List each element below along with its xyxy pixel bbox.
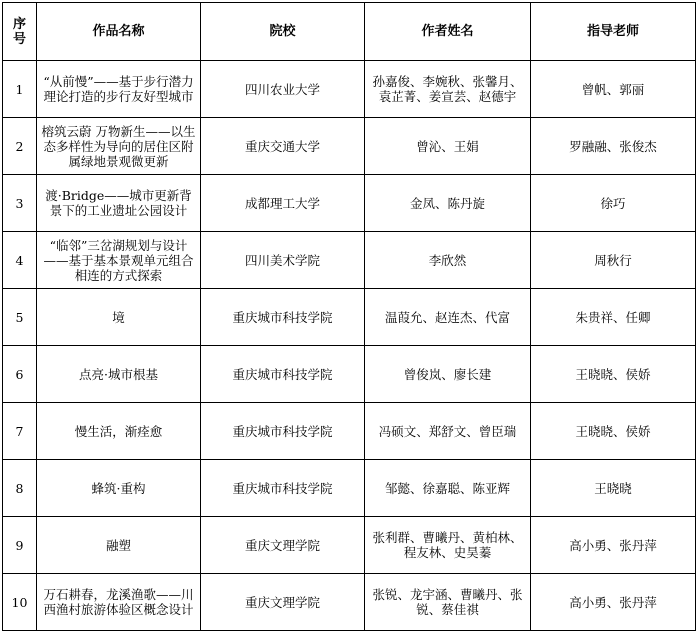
cell-school: 重庆交通大学 (201, 118, 365, 175)
cell-school: 重庆文理学院 (201, 517, 365, 574)
table-row (3, 61, 696, 118)
cell-authors: 曾沁、王娟 (365, 118, 531, 175)
header-title: 作品名称 (37, 3, 201, 61)
header-school: 院校 (201, 3, 365, 61)
table-row (3, 403, 696, 460)
cell-advisor: 周秋行 (531, 232, 696, 289)
cell-advisor: 朱贵祥、任卿 (531, 289, 696, 346)
cell-advisor: 曾帆、郭丽 (531, 61, 696, 118)
header-no: 序号 (3, 3, 37, 61)
table-row (3, 232, 696, 289)
cell-school: 重庆城市科技学院 (201, 460, 365, 517)
cell-authors: 曾俊岚、廖长建 (365, 346, 531, 403)
header-authors: 作者姓名 (365, 3, 531, 61)
cell-title: 蜂筑·重构 (37, 460, 201, 517)
cell-authors: 邹懿、徐嘉聪、陈亚辉 (365, 460, 531, 517)
cell-title: 渡·Bridge——城市更新背景下的工业遗址公园设计 (37, 175, 201, 232)
cell-school: 重庆文理学院 (201, 574, 365, 631)
cell-title: “临邻”三岔湖规划与设计——基于基本景观单元组合相连的方式探索 (37, 232, 201, 289)
table-row (3, 175, 696, 232)
table-row (3, 346, 696, 403)
header-advisor: 指导老师 (531, 3, 696, 61)
cell-advisor: 高小勇、张丹萍 (531, 517, 696, 574)
cell-title: 点亮·城市根基 (37, 346, 201, 403)
cell-school: 四川农业大学 (201, 61, 365, 118)
cell-title: 万石耕春，龙溪渔歌——川西渔村旅游体验区概念设计 (37, 574, 201, 631)
table-row (3, 517, 696, 574)
cell-school: 四川美术学院 (201, 232, 365, 289)
cell-advisor: 王晓晓 (531, 460, 696, 517)
header-row (3, 3, 696, 61)
table-row (3, 574, 696, 631)
cell-authors: 金凤、陈丹旋 (365, 175, 531, 232)
cell-advisor: 徐巧 (531, 175, 696, 232)
cell-school: 重庆城市科技学院 (201, 289, 365, 346)
table-row (3, 460, 696, 517)
cell-no: 2 (3, 118, 37, 175)
cell-advisor: 王晓晓、侯娇 (531, 403, 696, 460)
cell-no: 10 (3, 574, 37, 631)
cell-no: 7 (3, 403, 37, 460)
cell-advisor: 王晓晓、侯娇 (531, 346, 696, 403)
cell-school: 成都理工大学 (201, 175, 365, 232)
table-row (3, 289, 696, 346)
cell-school: 重庆城市科技学院 (201, 403, 365, 460)
cell-advisor: 高小勇、张丹萍 (531, 574, 696, 631)
cell-authors: 孙嘉俊、李婉秋、张馨月、袁芷菁、姜宣芸、赵德宇 (365, 61, 531, 118)
cell-no: 5 (3, 289, 37, 346)
cell-no: 4 (3, 232, 37, 289)
cell-no: 8 (3, 460, 37, 517)
cell-advisor: 罗融融、张俊杰 (531, 118, 696, 175)
cell-title: 境 (37, 289, 201, 346)
cell-authors: 张利群、曹曦丹、黄柏林、程友林、史昊蓁 (365, 517, 531, 574)
cell-no: 9 (3, 517, 37, 574)
cell-authors: 温葭允、赵连杰、代富 (365, 289, 531, 346)
cell-title: 榕筑云蔚 万物新生——以生态多样性为导向的居住区附属绿地景观微更新 (37, 118, 201, 175)
awards-table (2, 2, 696, 631)
cell-authors: 冯硕文、郑舒文、曾臣瑞 (365, 403, 531, 460)
cell-title: “从前慢”——基于步行潜力理论打造的步行友好型城市 (37, 61, 201, 118)
cell-title: 融塑 (37, 517, 201, 574)
cell-authors: 张锐、龙宇涵、曹曦丹、张锐、蔡佳祺 (365, 574, 531, 631)
cell-no: 1 (3, 61, 37, 118)
cell-school: 重庆城市科技学院 (201, 346, 365, 403)
cell-no: 6 (3, 346, 37, 403)
cell-no: 3 (3, 175, 37, 232)
cell-authors: 李欣然 (365, 232, 531, 289)
table-row (3, 118, 696, 175)
cell-title: 慢生活，渐痊愈 (37, 403, 201, 460)
